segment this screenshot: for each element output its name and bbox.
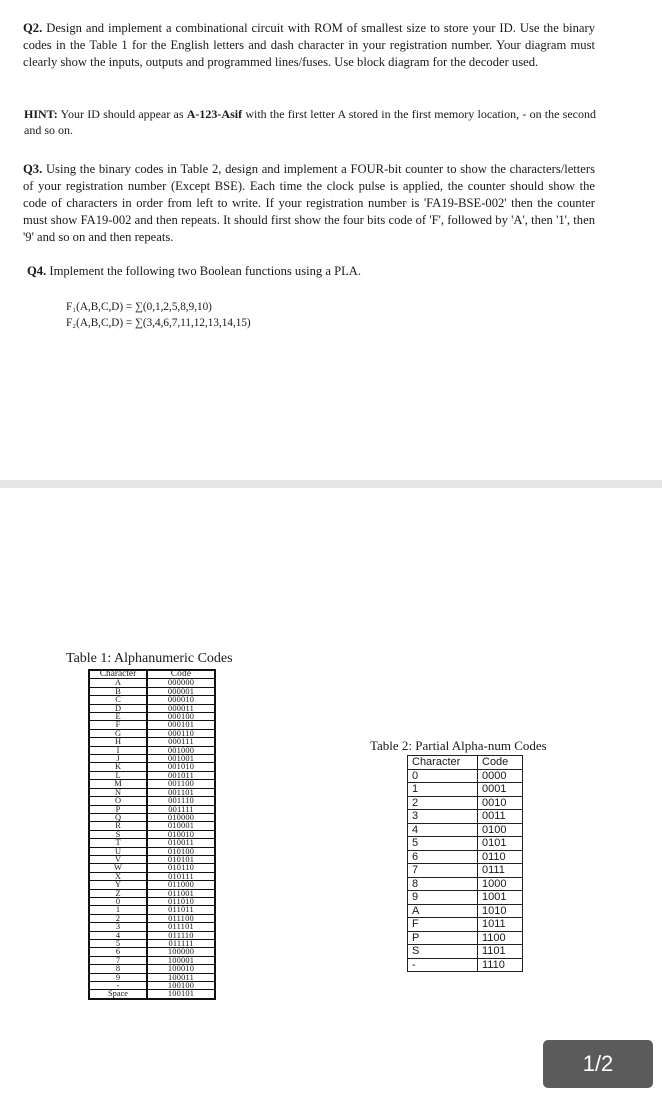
table1-character-cell: R: [89, 822, 147, 830]
table1-character-cell: M: [89, 780, 147, 788]
page-indicator[interactable]: 1/2: [543, 1040, 653, 1088]
table1-character-cell: 3: [89, 923, 147, 931]
table1-code-cell: 010000: [147, 813, 215, 821]
table-row: [89, 906, 215, 914]
table-row: [408, 904, 523, 918]
question-4: [27, 263, 599, 280]
table-row: [89, 855, 215, 863]
question-2: [23, 20, 595, 71]
table1-code-cell: 000110: [147, 729, 215, 737]
table-row: [89, 805, 215, 813]
table2-character-cell: F: [408, 918, 478, 932]
table1-character-cell: P: [89, 805, 147, 813]
table2-character-cell: 1: [408, 783, 478, 797]
table-row: [89, 830, 215, 838]
table-row: [408, 823, 523, 837]
table-row: [89, 956, 215, 964]
hint: [24, 106, 596, 138]
function-f2: F₂(A,B,C,D) = ∑(3,4,6,7,11,12,13,14,15): [66, 317, 251, 329]
table-row: [89, 948, 215, 956]
table2: [407, 755, 523, 972]
table-row: [89, 738, 215, 746]
table1-code-cell: 000011: [147, 704, 215, 712]
table1-character-cell: D: [89, 704, 147, 712]
table1-code-cell: 100001: [147, 956, 215, 964]
table1-character-cell: 8: [89, 965, 147, 973]
table1-code-cell: 011101: [147, 923, 215, 931]
table1-character-cell: H: [89, 738, 147, 746]
question-2-text: Design and implement a combinational circuit with ROM of smallest size to store your ID. Use the binary codes in the Table 1 for the English letters and dash character in your registration number. Your diagram must clearly show the inputs, outputs and programmed lines/fuses. Use block diagram for the decoder used.: [23, 21, 595, 69]
table1-character-cell: N: [89, 788, 147, 796]
table1-character-cell: B: [89, 687, 147, 695]
table2-code-cell: 1000: [478, 877, 523, 891]
table1-character-cell: G: [89, 729, 147, 737]
table-row: [408, 958, 523, 972]
table-row: [89, 729, 215, 737]
table1-character-cell: Q: [89, 813, 147, 821]
table1-character-cell: 9: [89, 973, 147, 981]
table-row: [89, 923, 215, 931]
table2-code-cell: 1110: [478, 958, 523, 972]
question-3-text: Using the binary codes in Table 2, design and implement a FOUR-bit counter to show the characters/letters of your registration number (Except BSE). Each time the clock pulse is applied, the counter should show the code of characters in order from left to write. If your registration number is 'FA19-BSE-002' then the counter must show FA19-002 and then repeats. It should first show the four bits code of 'F', followed by 'A', then '1', then '9' and so on and then repeats.: [23, 162, 595, 244]
table1-code-cell: 011100: [147, 914, 215, 922]
table2-body: [408, 756, 523, 972]
table1-code-cell: 010010: [147, 830, 215, 838]
table2-header-character: Character: [408, 756, 478, 770]
table1-code-cell: 001000: [147, 746, 215, 754]
table2-header-code: Code: [478, 756, 523, 770]
table-row: [89, 721, 215, 729]
table1-character-cell: K: [89, 763, 147, 771]
table-row: [89, 696, 215, 704]
table-row: [89, 813, 215, 821]
table1-character-cell: Space: [89, 990, 147, 999]
table2-character-cell: 5: [408, 837, 478, 851]
table1-code-cell: 010011: [147, 839, 215, 847]
table-row: [408, 864, 523, 878]
table1-character-cell: X: [89, 872, 147, 880]
table-row: [408, 810, 523, 824]
table2-code-cell: 1010: [478, 904, 523, 918]
table2-character-cell: 9: [408, 891, 478, 905]
table2-character-cell: A: [408, 904, 478, 918]
table-row: [89, 990, 215, 999]
table-row: [89, 864, 215, 872]
table1-code-cell: 010100: [147, 847, 215, 855]
table1-character-cell: A: [89, 679, 147, 687]
table2-character-cell: 8: [408, 877, 478, 891]
table1-code-cell: 011010: [147, 897, 215, 905]
table-row: [408, 783, 523, 797]
table1-character-cell: L: [89, 771, 147, 779]
table-row: [89, 687, 215, 695]
table1-code-cell: 001011: [147, 771, 215, 779]
table2-code-cell: 0000: [478, 769, 523, 783]
table-row: [89, 763, 215, 771]
table1-character-cell: Z: [89, 889, 147, 897]
table2-code-cell: 0101: [478, 837, 523, 851]
table1-character-cell: 7: [89, 956, 147, 964]
table2-character-cell: 3: [408, 810, 478, 824]
table1-character-cell: Y: [89, 881, 147, 889]
table1-character-cell: F: [89, 721, 147, 729]
table-row: [89, 881, 215, 889]
question-3: [23, 161, 595, 246]
table1-character-cell: 1: [89, 906, 147, 914]
table1-code-cell: 001010: [147, 763, 215, 771]
table-row: [89, 713, 215, 721]
table1-character-cell: V: [89, 855, 147, 863]
hint-id: A-123-Asif: [186, 107, 243, 121]
table-row: [89, 704, 215, 712]
table1-character-cell: E: [89, 713, 147, 721]
table2-character-cell: 7: [408, 864, 478, 878]
table1-code-cell: 001111: [147, 805, 215, 813]
table-row: [408, 931, 523, 945]
table1-code-cell: 001110: [147, 797, 215, 805]
table1-code-cell: 000100: [147, 713, 215, 721]
table-row: [408, 877, 523, 891]
question-2-label: Q2.: [23, 21, 43, 35]
table1-title: Table 1: Alphanumeric Codes: [66, 651, 233, 666]
table-row: [89, 780, 215, 788]
table-row: [89, 914, 215, 922]
table1-character-cell: 0: [89, 897, 147, 905]
table-row: [89, 889, 215, 897]
table2-character-cell: P: [408, 931, 478, 945]
table1-code-cell: 011011: [147, 906, 215, 914]
table-row: [89, 940, 215, 948]
table1-code-cell: 100010: [147, 965, 215, 973]
table1-character-cell: O: [89, 797, 147, 805]
function-f1: F₁(A,B,C,D) = ∑(0,1,2,5,8,9,10): [66, 301, 212, 313]
table1-character-cell: T: [89, 839, 147, 847]
table1-character-cell: C: [89, 696, 147, 704]
table1: [88, 669, 216, 1000]
table1-code-cell: 010001: [147, 822, 215, 830]
table1-code-cell: 001100: [147, 780, 215, 788]
table2-code-cell: 1011: [478, 918, 523, 932]
table1-code-cell: 010111: [147, 872, 215, 880]
table1-code-cell: 000101: [147, 721, 215, 729]
table1-code-cell: 000001: [147, 687, 215, 695]
table2-code-cell: 1101: [478, 945, 523, 959]
table1-character-cell: 4: [89, 931, 147, 939]
document-page-1: [0, 0, 662, 480]
table1-code-cell: 001001: [147, 755, 215, 763]
table-row: [89, 847, 215, 855]
table1-body: [89, 670, 215, 999]
table1-header-code: Code: [147, 670, 215, 679]
table-row: [89, 797, 215, 805]
table1-code-cell: 011111: [147, 940, 215, 948]
table1-code-cell: 010101: [147, 855, 215, 863]
table1-code-cell: 011000: [147, 881, 215, 889]
table-row: [408, 769, 523, 783]
table1-character-cell: 5: [89, 940, 147, 948]
table2-title: Table 2: Partial Alpha-num Codes: [370, 738, 547, 753]
hint-pre: Your ID should appear as: [57, 107, 187, 121]
table2-code-cell: 1100: [478, 931, 523, 945]
table1-character-cell: U: [89, 847, 147, 855]
question-4-label: Q4.: [27, 264, 47, 278]
table-row: [89, 746, 215, 754]
table2-code-cell: 0111: [478, 864, 523, 878]
table-row: [89, 755, 215, 763]
table-row: [89, 788, 215, 796]
table2-character-cell: 6: [408, 850, 478, 864]
table2-character-cell: 2: [408, 796, 478, 810]
table1-character-cell: -: [89, 982, 147, 990]
question-4-text: Implement the following two Boolean functions using a PLA.: [46, 264, 362, 278]
table2-code-cell: 0100: [478, 823, 523, 837]
table1-character-cell: I: [89, 746, 147, 754]
table1-code-cell: 000111: [147, 738, 215, 746]
table1-header-character: Character: [89, 670, 147, 679]
table1-code-cell: 100100: [147, 982, 215, 990]
table2-code-cell: 0011: [478, 810, 523, 824]
table-row: [408, 850, 523, 864]
page-divider: [0, 480, 662, 488]
table1-code-cell: 100000: [147, 948, 215, 956]
table1-code-cell: 001101: [147, 788, 215, 796]
table-row: [89, 679, 215, 687]
table2-code-cell: 1001: [478, 891, 523, 905]
table2-character-cell: 0: [408, 769, 478, 783]
table1-code-cell: 011001: [147, 889, 215, 897]
table-row: [89, 965, 215, 973]
table-row: [89, 839, 215, 847]
table1-character-cell: 2: [89, 914, 147, 922]
table1-character-cell: W: [89, 864, 147, 872]
table1-code-cell: 000010: [147, 696, 215, 704]
hint-post: with the first letter A stored in the first memory location, - on the second and so on.: [24, 107, 596, 137]
table-row: [89, 931, 215, 939]
table-row: [89, 771, 215, 779]
table-row: [89, 897, 215, 905]
table2-code-cell: 0010: [478, 796, 523, 810]
table1-code-cell: 100101: [147, 990, 215, 999]
table-row: [89, 973, 215, 981]
table-row: [408, 796, 523, 810]
table1-character-cell: J: [89, 755, 147, 763]
hint-label: HINT:: [24, 107, 58, 121]
table1-header-row: [89, 670, 215, 679]
table-row: [408, 837, 523, 851]
table2-code-cell: 0110: [478, 850, 523, 864]
table-row: [408, 945, 523, 959]
table2-character-cell: -: [408, 958, 478, 972]
table-row: [408, 918, 523, 932]
table1-code-cell: 000000: [147, 679, 215, 687]
table2-code-cell: 0001: [478, 783, 523, 797]
table-row: [89, 872, 215, 880]
table-row: [89, 822, 215, 830]
table1-code-cell: 010110: [147, 864, 215, 872]
table1-character-cell: 6: [89, 948, 147, 956]
table1-character-cell: S: [89, 830, 147, 838]
table1-code-cell: 011110: [147, 931, 215, 939]
table2-header-row: [408, 756, 523, 770]
table2-character-cell: 4: [408, 823, 478, 837]
question-3-label: Q3.: [23, 162, 43, 176]
table-row: [408, 891, 523, 905]
table2-character-cell: S: [408, 945, 478, 959]
table1-code-cell: 100011: [147, 973, 215, 981]
